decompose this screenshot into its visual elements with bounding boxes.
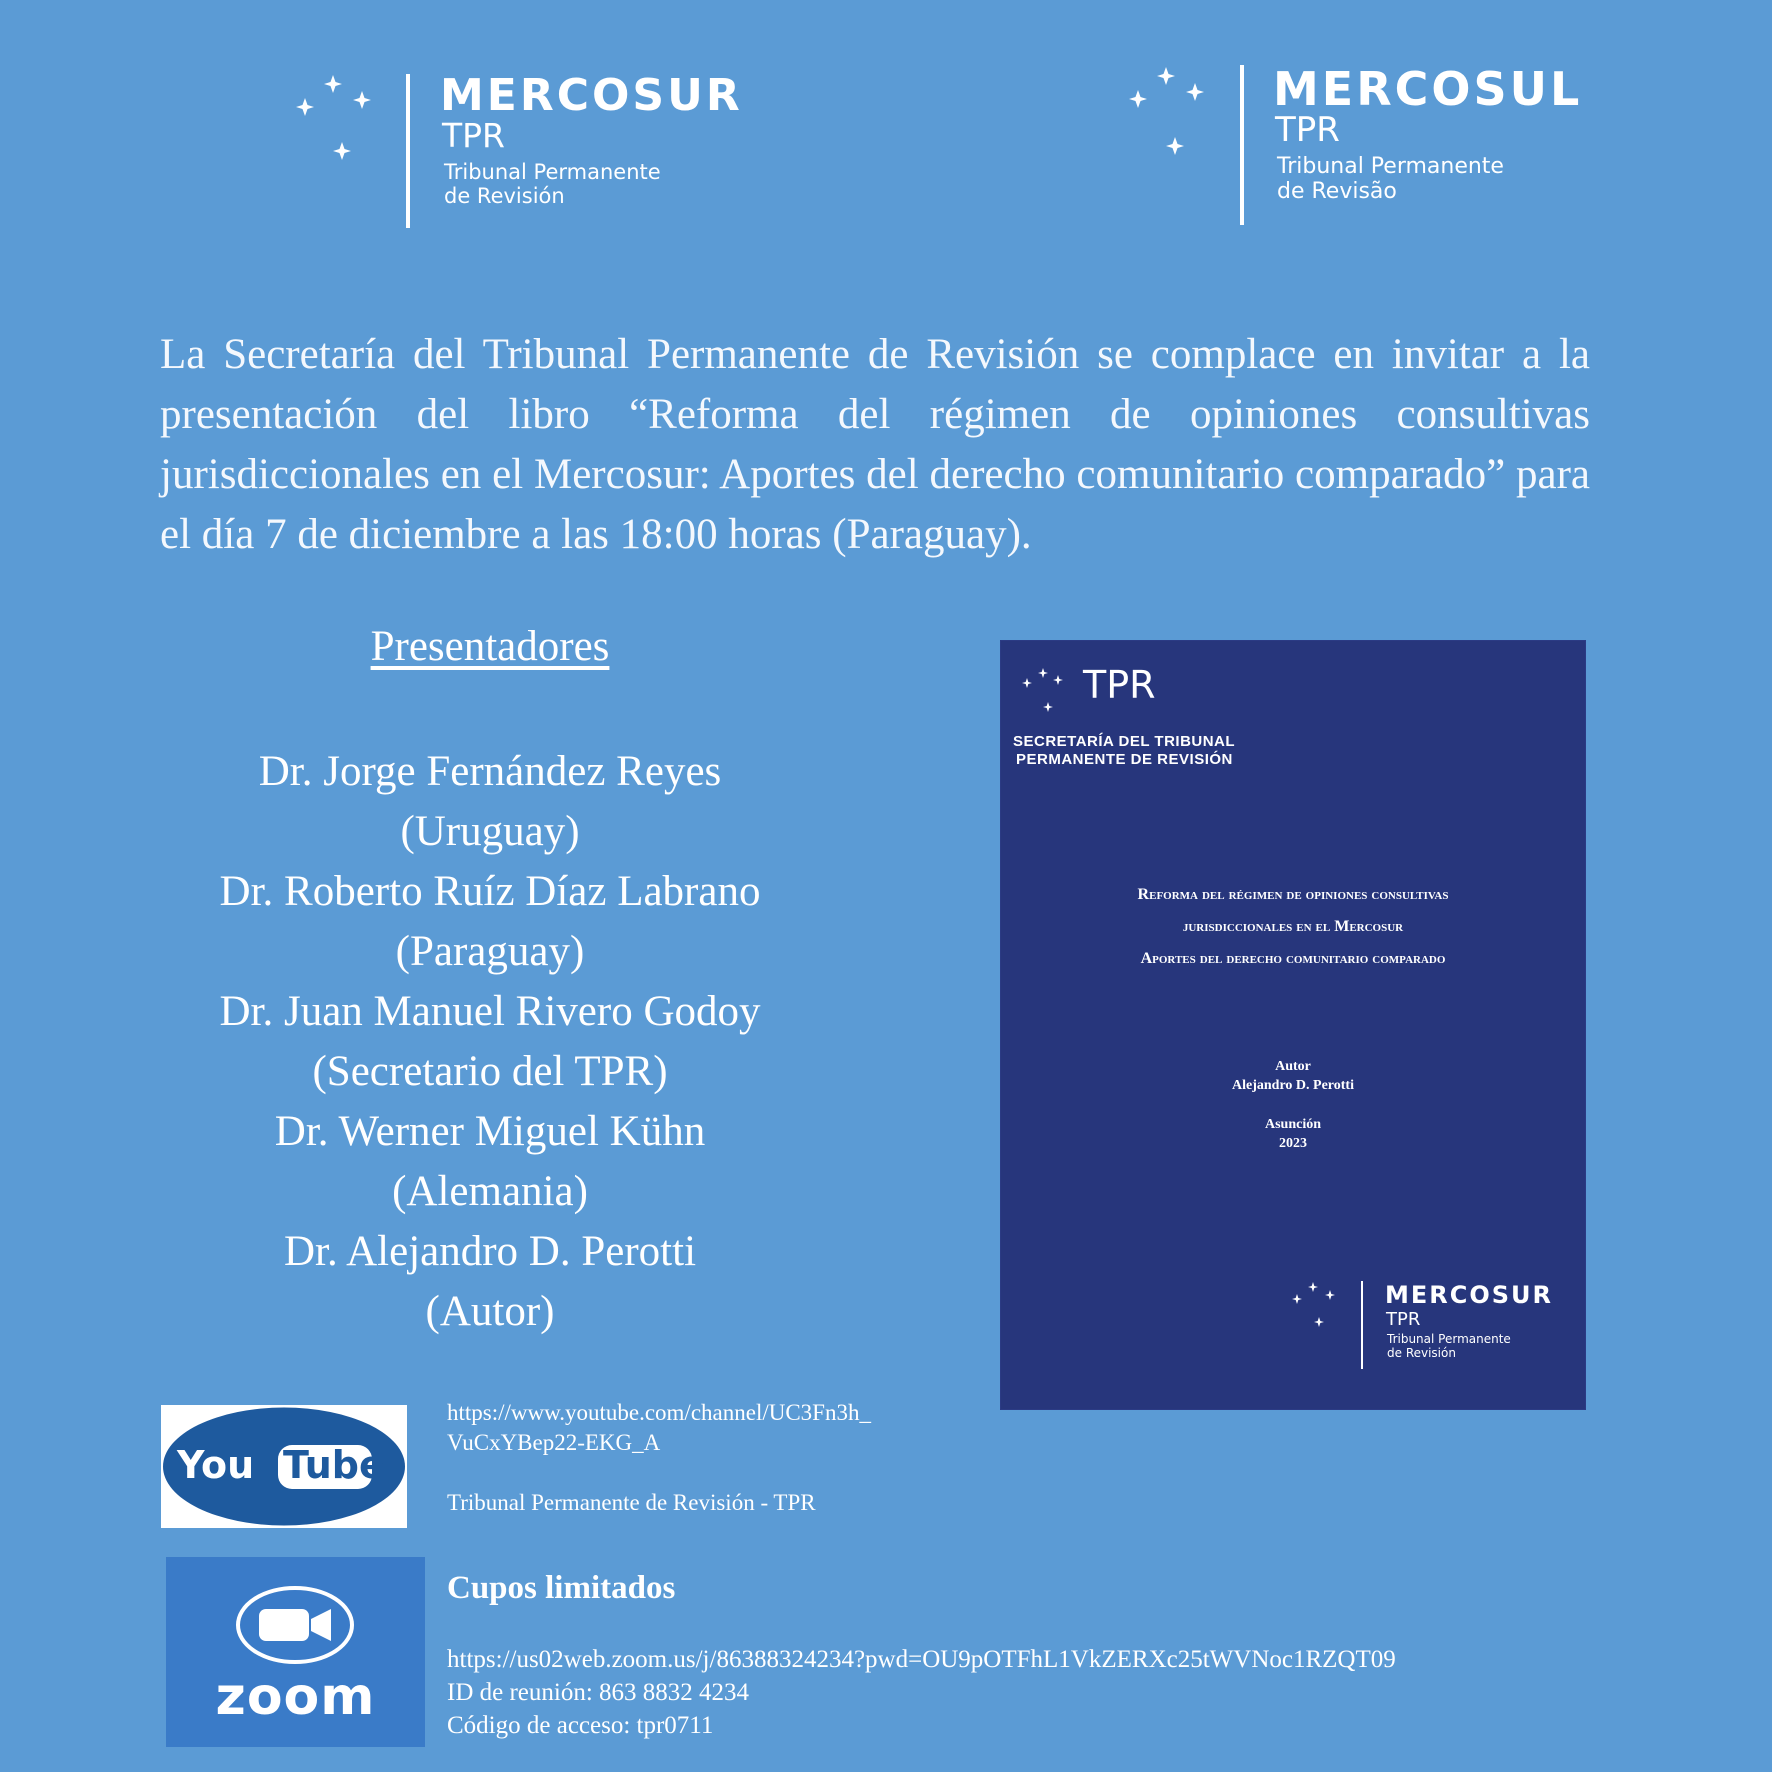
logo-subtitle: Tribunal Permanente de Revisão <box>1277 154 1504 205</box>
presenter-name: Dr. Werner Miguel Kühn <box>274 1108 706 1155</box>
presenter-role: (Uruguay) <box>400 808 580 855</box>
presenter-name: Dr. Juan Manuel Rivero Godoy <box>219 988 761 1035</box>
logo-tpr: TPR <box>1275 110 1340 150</box>
presenter-role: (Alemania) <box>392 1168 588 1215</box>
zoom-logo[interactable] <box>166 1557 425 1747</box>
youtube-you: You <box>177 1443 255 1487</box>
southern-cross-stars-icon <box>1123 62 1213 172</box>
zoom-meeting-id: ID de reunión: 863 8832 4234 <box>447 1679 750 1706</box>
mercosul-logo <box>1123 62 1583 227</box>
presenters-list <box>140 742 840 1342</box>
youtube-url[interactable]: https://www.youtube.com/channel/UC3Fn3h_ VuCxYBep22-EKG_A <box>447 1400 871 1455</box>
presenter-item <box>140 982 840 1102</box>
book-title: Reforma del régimen de opiniones consultivas jurisdiccionales en el Mercosur Aportes del derecho comunitario comparado <box>1137 886 1449 967</box>
southern-cross-stars-icon <box>290 70 380 180</box>
youtube-tube: Tube <box>283 1443 385 1487</box>
presenter-role: (Paraguay) <box>395 928 585 975</box>
book-place-year: Asunción 2023 <box>1264 1117 1322 1151</box>
video-camera-icon <box>235 1585 355 1665</box>
logo-divider <box>406 74 410 228</box>
presenter-name: Dr. Roberto Ruíz Díaz Labrano <box>219 868 761 915</box>
presenter-role: (Secretario del TPR) <box>312 1048 668 1095</box>
logo-brand: MERCOSUL <box>1273 62 1583 116</box>
southern-cross-stars-icon <box>1291 1281 1341 1331</box>
logo-brand: MERCOSUR <box>440 70 743 121</box>
logo-subtitle: Tribunal Permanente de Revisión <box>444 160 661 209</box>
logo-tpr: TPR <box>1386 1309 1421 1330</box>
southern-cross-stars-icon <box>1021 667 1071 717</box>
book-tpr: TPR <box>1083 663 1156 707</box>
logo-divider <box>1240 65 1244 225</box>
presenter-item <box>140 1102 840 1222</box>
presenter-name: Dr. Jorge Fernández Reyes <box>258 748 722 795</box>
book-author: Autor Alejandro D. Perotti <box>1232 1059 1354 1093</box>
zoom-url[interactable]: https://us02web.zoom.us/j/86388324234?pwd=OU9pOTFhL1VkZERXc25tWVNoc1RZQT09 <box>447 1646 1396 1673</box>
logo-tpr: TPR <box>442 116 505 155</box>
logo-divider <box>1361 1281 1363 1369</box>
logo-subtitle: Tribunal Permanente de Revisión <box>1387 1332 1511 1360</box>
presenters-heading: Presentadores <box>370 623 610 670</box>
youtube-channel-name: Tribunal Permanente de Revisión - TPR <box>447 1490 816 1515</box>
presenter-item <box>140 1222 840 1342</box>
presenter-role: (Autor) <box>425 1288 555 1335</box>
book-mercosur-logo <box>1291 1281 1581 1371</box>
invitation-text: La Secretaría del Tribunal Permanente de Revisión se complace en invitar a la presentación del libro “Reforma del régimen de opiniones consultivas jurisdiccionales en el Mercosur: Aportes del derecho comunitario comparado” para el día 7 de diciembre a las 18:00 horas (Paraguay). <box>160 331 1590 558</box>
presenter-item <box>140 742 840 862</box>
logo-brand: MERCOSUR <box>1385 1281 1554 1309</box>
cupos-limitados: Cupos limitados <box>447 1570 676 1606</box>
presenter-item <box>140 862 840 982</box>
mercosur-logo <box>290 70 750 230</box>
zoom-wordmark: zoom <box>215 1667 376 1727</box>
youtube-logo[interactable] <box>161 1405 407 1528</box>
book-cover <box>1001 641 1585 1409</box>
presenter-name: Dr. Alejandro D. Perotti <box>283 1228 697 1275</box>
zoom-access-code: Código de acceso: tpr0711 <box>447 1712 714 1739</box>
book-secretaria: SECRETARÍA DEL TRIBUNAL PERMANENTE DE REVISIÓN <box>1013 733 1236 768</box>
